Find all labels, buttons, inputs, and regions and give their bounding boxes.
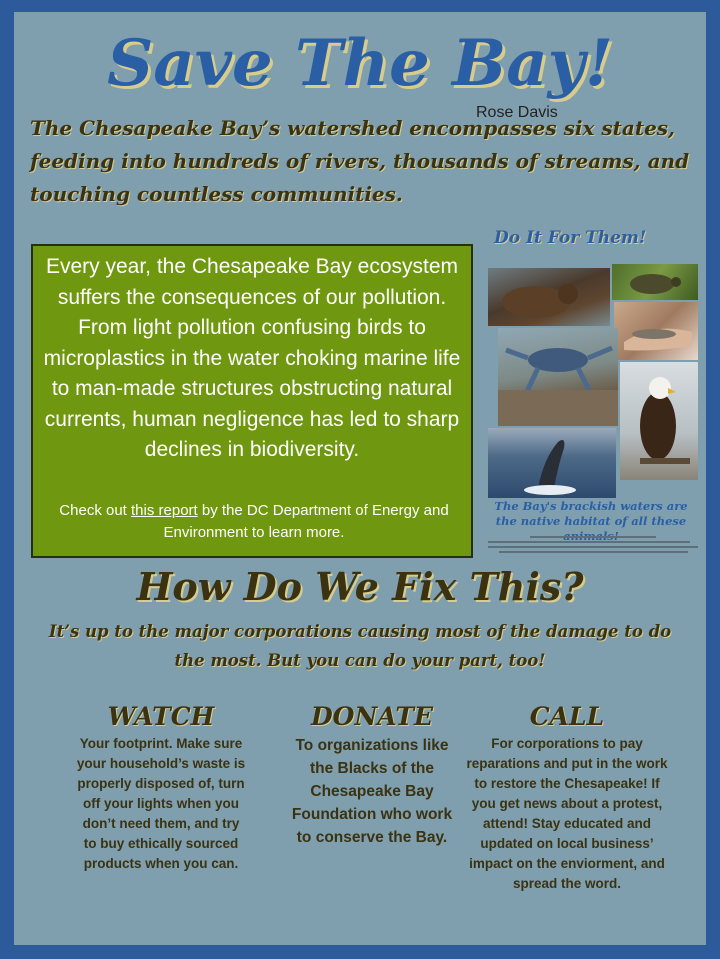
watch-text: Your footprint. Make sure your household’s waste is properly disposed of, turn off your lights when you don’t need them, and try to buy ethically sourced products when you can. — [76, 736, 246, 871]
beaver-photo — [488, 268, 610, 326]
hand-fish-photo — [614, 302, 698, 360]
watch-title: WATCH — [107, 702, 215, 731]
section-heading: How Do We Fix This? — [136, 564, 584, 609]
whale-photo — [488, 428, 616, 498]
intro-text: The Chesapeake Bay’s watershed encompasses six states, feeding into hundreds of rivers, thousands of streams, and touching countless communities. — [30, 116, 690, 206]
call-column — [466, 700, 668, 894]
blue-crab-photo — [498, 328, 618, 426]
watch-column — [76, 700, 246, 874]
info-box-text: Every year, the Chesapeake Bay ecosystem suffers the consequences of our pollution. From light pollution confusing birds to microplastics in the water choking marine life to man-made structures obstructing natural currents, human negligence has led to sharp declines in biodiversity. — [43, 255, 461, 461]
call-title: CALL — [529, 702, 605, 731]
report-note — [41, 500, 467, 544]
section-subheading: It’s up to the major corporations causing most of the damage to do the most. But you can do your part, too! — [48, 622, 672, 670]
report-link[interactable]: this report — [131, 502, 198, 519]
report-note-suffix: by the DC Department of Energy and Environment to learn more. — [163, 502, 449, 541]
call-text: For corporations to pay reparations and put in the work to restore the Chesapeake! If you get news about a protest, attend! Stay educated and updated on local business’ impact on the enviorment, and spread the word. — [466, 736, 668, 891]
donate-column — [284, 700, 460, 849]
author-name: Rose Davis — [476, 104, 558, 121]
bald-eagle-photo — [620, 362, 698, 480]
animal-photo-collage — [488, 264, 698, 498]
collage-caption: The Bay's brackish waters are the native habitat of all these — [494, 499, 688, 528]
donate-text: To organizations like the Blacks of the Chesapeake Bay Foundation who work to conserve the Bay. — [291, 737, 453, 846]
photo-credits — [488, 533, 698, 556]
info-box — [31, 244, 473, 558]
donate-title: DONATE — [311, 702, 433, 731]
poster — [14, 12, 706, 945]
report-note-prefix: Check out — [59, 502, 132, 519]
turtle-photo — [612, 264, 698, 300]
tagline: Do It For Them! — [494, 228, 647, 248]
poster-title: Save The Bay! — [107, 26, 613, 101]
